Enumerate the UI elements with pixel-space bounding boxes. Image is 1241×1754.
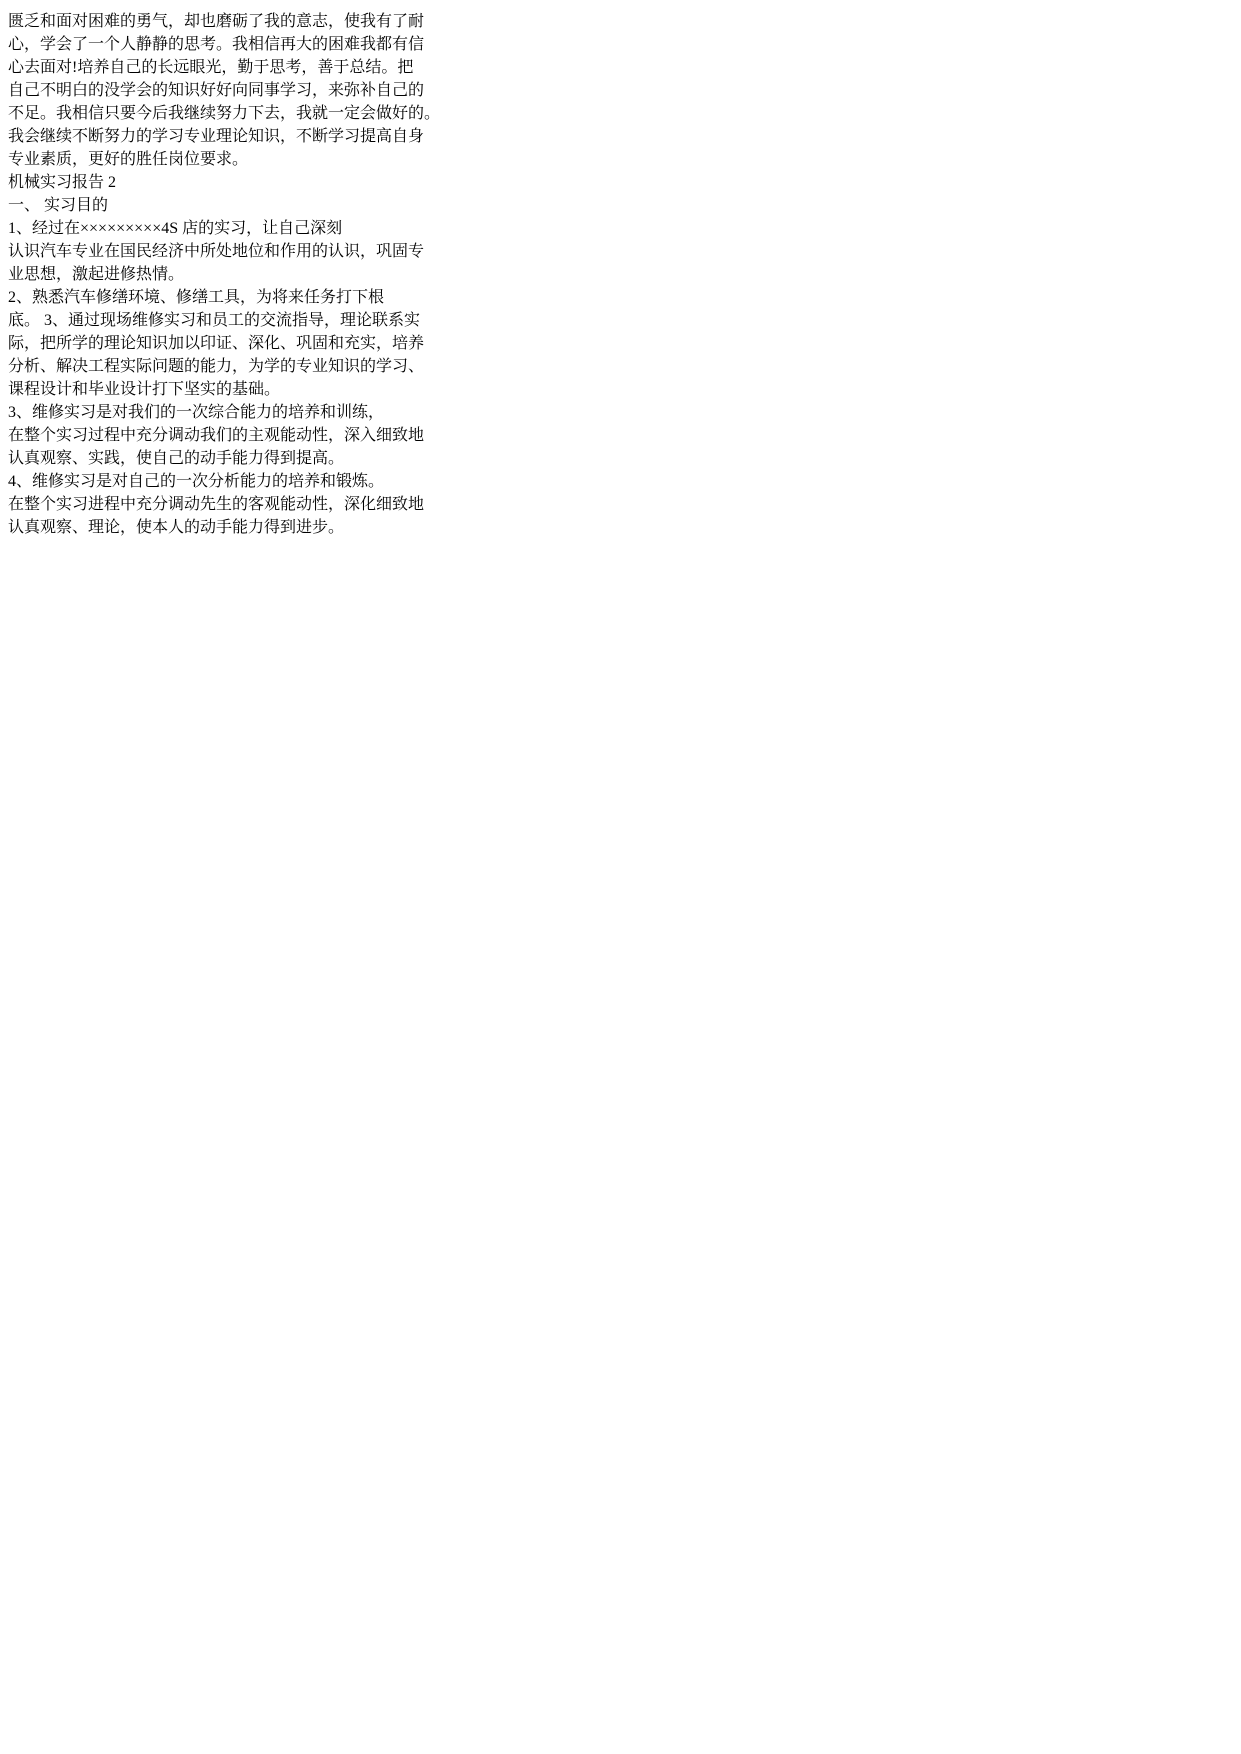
- text-line: 在整个实习过程中充分调动我们的主观能动性，深入细致地: [8, 427, 425, 444]
- subsection-heading: 一、 实习目的: [8, 197, 109, 214]
- text-line: 认识汽车专业在国民经济中所处地位和作用的认识，巩固专: [8, 243, 425, 260]
- paragraph-4: [8, 468, 1233, 537]
- text-line: 4、维修实习是对自己的一次分析能力的培养和锻炼。: [8, 473, 385, 490]
- text-line: 心，学会了一个人静静的思考。我相信再大的困难我都有信: [8, 36, 425, 53]
- text-line: 分析、解决工程实际问题的能力，为学的专业知识的学习、: [8, 358, 425, 375]
- text-line: 3、维修实习是对我们的一次综合能力的培养和训练，: [8, 404, 385, 421]
- text-line: 自己不明白的没学会的知识好好向同事学习，来弥补自己的: [8, 82, 425, 99]
- text-line: 我会继续不断努力的学习专业理论知识，不断学习提高自身: [8, 128, 425, 145]
- paragraph-2: [8, 284, 1233, 399]
- text-line: 专业素质，更好的胜任岗位要求。: [8, 151, 249, 168]
- text-line: 在整个实习进程中充分调动先生的客观能动性，深化细致地: [8, 496, 425, 513]
- text-line: 不足。我相信只要今后我继续努力下去，我就一定会做好的。: [8, 105, 441, 122]
- text-line: 2、熟悉汽车修缮环境、修缮工具，为将来任务打下根: [8, 289, 385, 306]
- text-line: 认真观察、实践，使自己的动手能力得到提高。: [8, 450, 345, 467]
- paragraph-3: [8, 399, 1233, 468]
- intro-paragraph: [8, 8, 1233, 169]
- document-page: [8, 8, 1233, 537]
- text-line: 认真观察、理论，使本人的动手能力得到进步。: [8, 519, 345, 536]
- section-title: 机械实习报告 2: [8, 174, 117, 191]
- text-line: 心去面对!培养自己的长远眼光，勤于思考，善于总结。把: [8, 59, 414, 76]
- text-line: 业思想，激起进修热情。: [8, 266, 185, 283]
- text-line: 课程设计和毕业设计打下坚实的基础。: [8, 381, 281, 398]
- text-line: 匮乏和面对困难的勇气，却也磨砺了我的意志，使我有了耐: [8, 13, 425, 30]
- paragraph-1: [8, 215, 1233, 284]
- text-line: 1、经过在×××××××××4S 店的实习，让自己深刻: [8, 220, 343, 237]
- text-line: 底。 3、通过现场维修实习和员工的交流指导，理论联系实: [8, 312, 421, 329]
- text-line: 际，把所学的理论知识加以印证、深化、巩固和充实，培养: [8, 335, 425, 352]
